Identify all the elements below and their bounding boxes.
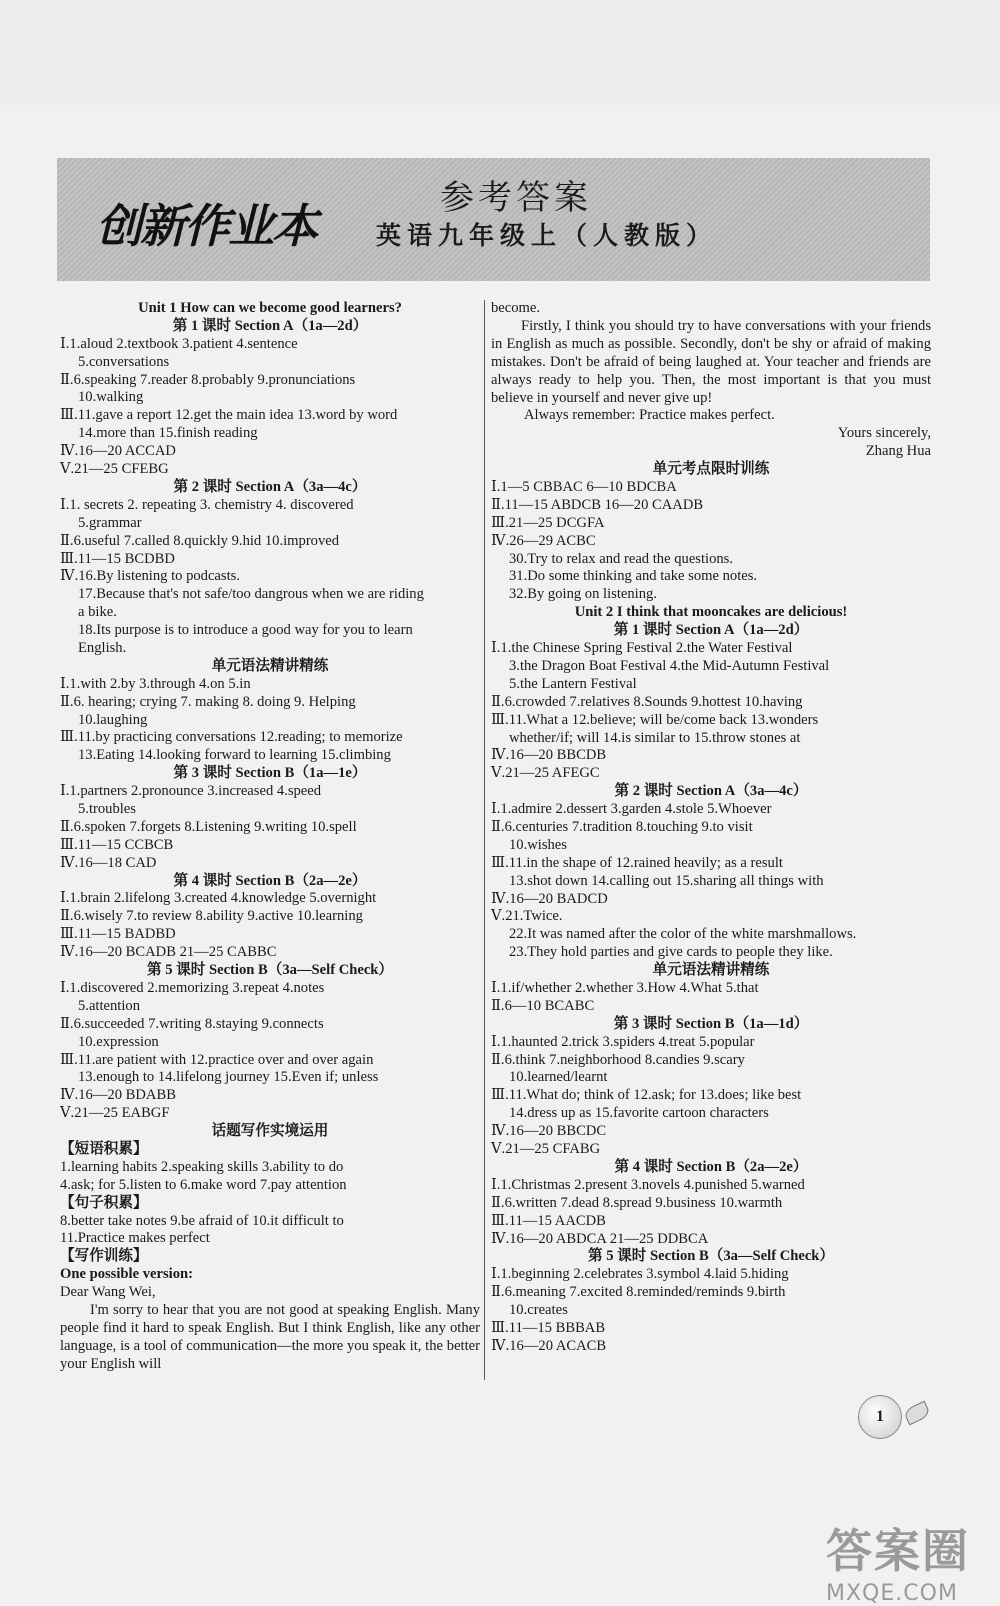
answer-line: English. <box>78 639 127 656</box>
answer-line: Ⅳ.16.By listening to podcasts. <box>60 568 240 585</box>
answer-line: Ⅲ.11—15 BADBD <box>60 926 176 943</box>
section-heading: 第 5 课时 Section B（3a—Self Check） <box>587 1248 835 1265</box>
answer-line: Ⅱ.6.meaning 7.excited 8.reminded/reminds 9.birth <box>491 1284 786 1301</box>
answer-line: Ⅳ.16—20 BCADB 21—25 CABBC <box>60 944 277 961</box>
answer-line: Ⅲ.11.What a 12.believe; will be/come back 13.wonders <box>491 711 819 728</box>
label-line: One possible version: <box>60 1266 193 1283</box>
answer-line: Ⅱ.6.crowded 7.relatives 8.Sounds 9.hottest 10.having <box>491 693 803 710</box>
answer-line: 23.They hold parties and give cards to people they like. <box>509 944 833 961</box>
answer-line: 18.Its purpose is to introduce a good way for you to learn <box>78 622 413 639</box>
answer-line: 5.conversations <box>78 353 170 370</box>
answer-line: 3.the Dragon Boat Festival 4.the Mid-Autumn Festival <box>509 657 830 674</box>
leaf-icon <box>903 1401 932 1426</box>
answer-line: Ⅳ.26—29 ACBC <box>491 532 596 549</box>
answer-line: Ⅱ.6.useful 7.called 8.quickly 9.hid 10.improved <box>60 532 340 549</box>
answer-line: 13.Eating 14.looking forward to learning 15.climbing <box>78 747 391 764</box>
answer-line: 10.laughing <box>78 711 148 728</box>
left-answer-column <box>60 300 480 1374</box>
answer-line: Ⅴ.21—25 CFEBG <box>60 461 169 478</box>
answer-line: Ⅲ.11.are patient with 12.practice over and over again <box>60 1051 374 1068</box>
page-subtitle: 英语九年级上（人教版） <box>376 221 718 250</box>
answer-line: 13.shot down 14.calling out 15.sharing all things with <box>509 872 824 889</box>
section-heading: 第 3 课时 Section B（1a—1d） <box>613 1015 809 1032</box>
answer-line: 11.Practice makes perfect <box>60 1230 210 1247</box>
answer-line: Ⅲ.11.in the shape of 12.rained heavily; as a result <box>491 854 783 871</box>
answer-line: Ⅰ.1.if/whether 2.whether 3.How 4.What 5.that <box>491 980 759 996</box>
answer-line: Ⅰ.1.brain 2.lifelong 3.created 4.knowledge 5.overnight <box>60 890 377 907</box>
answer-line: Ⅰ.1.partners 2.pronounce 3.increased 4.speed <box>60 783 322 800</box>
answer-line: 10.expression <box>78 1033 159 1050</box>
section-heading: 单元语法精讲精练 <box>211 657 329 674</box>
essay-paragraph: I'm sorry to hear that you are not good at speaking English. Many people find it hard to speak English. But I think English, like any other language, is a tool of communication—the more you speak it, the better your English will <box>60 1302 480 1372</box>
section-heading: 第 4 课时 Section B（2a—2e） <box>173 872 367 889</box>
answer-line: whether/if; will 14.is similar to 15.throw stones at <box>509 729 801 746</box>
answer-line: Ⅲ.11.by practicing conversations 12.reading; to memorize <box>60 729 403 746</box>
answer-line: 4.ask; for 5.listen to 6.make word 7.pay attention <box>60 1176 347 1193</box>
letter-signoff: Zhang Hua <box>865 443 931 460</box>
answer-line: Ⅲ.11—15 CCBCB <box>60 836 174 853</box>
answer-line: Ⅲ.21—25 DCGFA <box>491 514 605 531</box>
answer-line: Ⅱ.6.think 7.neighborhood 8.candies 9.scary <box>491 1051 745 1068</box>
section-heading: Unit 2 I think that mooncakes are delicious! <box>574 604 848 621</box>
answer-line: 31.Do some thinking and take some notes. <box>509 568 758 585</box>
answer-line: Ⅴ.21.Twice. <box>491 908 563 925</box>
answer-line: 32.By going on listening. <box>509 586 657 603</box>
answer-line: Ⅳ.16—20 BDABB <box>60 1087 176 1104</box>
answer-line: 5.grammar <box>78 514 142 531</box>
answer-line: Ⅳ.16—20 BBCDC <box>491 1123 607 1140</box>
answer-line: 17.Because that's not safe/too dangrous when we are riding <box>78 586 424 603</box>
section-heading: 话题写作实境运用 <box>211 1123 329 1140</box>
answer-line: Ⅳ.16—18 CAD <box>60 854 157 871</box>
answer-line: Ⅱ.6. hearing; crying 7. making 8. doing 9. Helping <box>60 693 356 710</box>
answer-line: Ⅰ.1.the Chinese Spring Festival 2.the Water Festival <box>491 640 793 657</box>
answer-line: Ⅰ.1—5 CBBAC 6—10 BDCBA <box>491 479 677 495</box>
answer-line: Ⅲ.11—15 BCDBD <box>60 550 175 567</box>
right-answer-column <box>491 300 931 1356</box>
section-heading: 第 2 课时 Section A（3a—4c） <box>173 478 367 495</box>
answer-line: Dear Wang Wei, <box>60 1284 156 1301</box>
site-watermark <box>826 1515 976 1606</box>
column-divider <box>484 300 485 1380</box>
answer-line: Ⅱ.6.speaking 7.reader 8.probably 9.pronunciations <box>60 371 356 388</box>
answer-line: Ⅱ.6.centuries 7.tradition 8.touching 9.to visit <box>491 818 753 835</box>
answer-line: Ⅳ.16—20 BADCD <box>491 890 608 907</box>
answer-line: Always remember: Practice makes perfect. <box>524 407 775 424</box>
answer-line: Ⅱ.11—15 ABDCB 16—20 CAADB <box>491 496 704 513</box>
section-heading: 第 1 课时 Section A（1a—2d） <box>613 622 809 639</box>
answer-line: Ⅱ.6.written 7.dead 8.spread 9.business 10.warmth <box>491 1194 783 1211</box>
answer-line: 30.Try to relax and read the questions. <box>509 550 734 567</box>
answer-line: Ⅰ.1. secrets 2. repeating 3. chemistry 4. discovered <box>60 496 354 513</box>
answer-line: Ⅲ.11—15 AACDB <box>491 1212 606 1229</box>
page-title: 参考答案 <box>440 178 592 218</box>
essay-paragraph: Firstly, I think you should try to have conversations with your friends in English as much as possible. Secondly, don't be shy or afraid of making mistakes. Don't be afraid of being laughed at. Your teacher and friends are always ready to help you. Then, the most important is that you must believe in yourself and never give up! <box>491 317 931 406</box>
answer-line: 8.better take notes 9.be afraid of 10.it difficult to <box>60 1212 344 1229</box>
answer-line: 5.troubles <box>78 801 136 818</box>
scan-margin <box>0 0 1000 105</box>
section-heading: 第 1 课时 Section A（1a—2d） <box>172 317 368 334</box>
answer-line: Ⅴ.21—25 AFEGC <box>491 765 600 782</box>
label-line: 【写作训练】 <box>60 1248 148 1265</box>
answer-line: Ⅰ.1.discovered 2.memorizing 3.repeat 4.notes <box>60 979 325 996</box>
answer-line: Ⅰ.1.beginning 2.celebrates 3.symbol 4.laid 5.hiding <box>491 1266 789 1283</box>
brand-logo: 创新作业本 <box>96 199 316 253</box>
section-heading: Unit 1 How can we become good learners? <box>138 300 402 316</box>
watermark-logo: 答案圈 <box>826 1524 970 1578</box>
answer-line: Ⅲ.11.What do; think of 12.ask; for 13.does; like best <box>491 1087 802 1104</box>
answer-line: Ⅴ.21—25 CFABG <box>491 1141 601 1158</box>
answer-line: 5.attention <box>78 997 141 1014</box>
answer-line: Ⅱ.6.succeeded 7.writing 8.staying 9.connects <box>60 1015 324 1032</box>
page-number: 1 <box>858 1395 902 1439</box>
answer-line: 14.more than 15.finish reading <box>78 425 258 442</box>
answer-line: 1.learning habits 2.speaking skills 3.ability to do <box>60 1158 344 1175</box>
section-heading: 单元考点限时训练 <box>652 461 770 478</box>
answer-line: Ⅱ.6—10 BCABC <box>491 997 595 1014</box>
section-heading: 单元语法精讲精练 <box>652 962 770 979</box>
label-line: 【句子积累】 <box>60 1194 148 1211</box>
answer-line: 5.the Lantern Festival <box>509 675 637 692</box>
answer-line: 13.enough to 14.lifelong journey 15.Even if; unless <box>78 1069 379 1086</box>
answer-line: become. <box>491 300 541 316</box>
answer-line: Ⅰ.1.haunted 2.trick 3.spiders 4.treat 5.popular <box>491 1033 755 1050</box>
answer-line: Ⅳ.16—20 ACACB <box>491 1337 607 1354</box>
label-line: 【短语积累】 <box>60 1140 148 1157</box>
answer-line: Ⅴ.21—25 EABGF <box>60 1105 170 1122</box>
section-heading: 第 2 课时 Section A（3a—4c） <box>614 783 808 800</box>
letter-signoff: Yours sincerely, <box>837 425 931 442</box>
answer-line: Ⅰ.1.Christmas 2.present 3.novels 4.punished 5.warned <box>491 1176 805 1193</box>
answer-line: 22.It was named after the color of the white marshmallows. <box>509 926 857 943</box>
answer-line: a bike. <box>78 604 117 621</box>
answer-line: Ⅰ.1.admire 2.dessert 3.garden 4.stole 5.Whoever <box>491 801 772 818</box>
answer-line: Ⅱ.6.wisely 7.to review 8.ability 9.active 10.learning <box>60 908 363 925</box>
answer-line: 10.walking <box>78 389 144 406</box>
answer-line: Ⅱ.6.spoken 7.forgets 8.Listening 9.writing 10.spell <box>60 818 357 835</box>
answer-line: Ⅳ.16—20 ACCAD <box>60 443 176 460</box>
answer-line: Ⅰ.1.aloud 2.textbook 3.patient 4.sentence <box>60 335 298 352</box>
section-heading: 第 5 课时 Section B（3a—Self Check） <box>146 962 394 979</box>
answer-line: Ⅳ.16—20 ABDCA 21—25 DDBCA <box>491 1230 709 1247</box>
answer-line: Ⅲ.11—15 BBBAB <box>491 1319 606 1336</box>
answer-line: Ⅳ.16—20 BBCDB <box>491 747 607 764</box>
answer-line: Ⅲ.11.gave a report 12.get the main idea 13.word by word <box>60 407 398 424</box>
answer-line: Ⅰ.1.with 2.by 3.through 4.on 5.in <box>60 675 251 692</box>
answer-line: 10.wishes <box>509 836 567 853</box>
answer-line: 10.creates <box>509 1302 568 1319</box>
section-heading: 第 4 课时 Section B（2a—2e） <box>614 1158 808 1175</box>
answer-line: 14.dress up as 15.favorite cartoon characters <box>509 1105 769 1122</box>
answer-line: 10.learned/learnt <box>509 1069 608 1086</box>
watermark-url: MXQE.COM <box>826 1581 958 1606</box>
section-heading: 第 3 课时 Section B（1a—1e） <box>173 765 367 782</box>
